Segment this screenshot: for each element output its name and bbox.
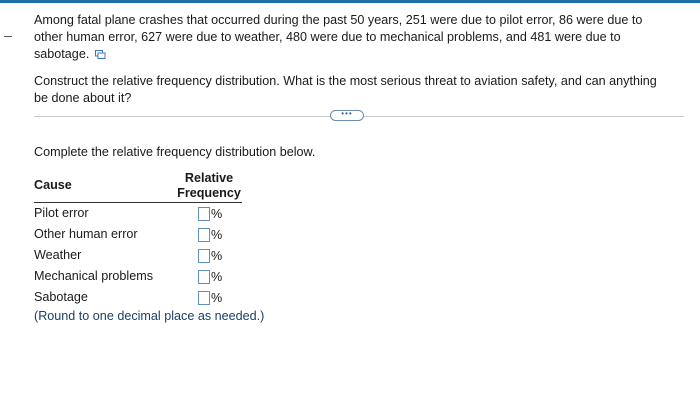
question-paragraph-1: [34, 12, 674, 63]
frequency-cell: [176, 245, 242, 266]
table-row: [34, 266, 242, 287]
cause-label: Weather: [34, 248, 82, 262]
rounding-note: (Round to one decimal place as needed.): [34, 309, 265, 323]
frequency-cell: [176, 224, 242, 245]
instruction-text: Complete the relative frequency distribution below.: [34, 145, 316, 159]
percent-sign: %: [211, 248, 223, 263]
cause-label: Mechanical problems: [34, 269, 153, 283]
percent-sign: %: [211, 206, 223, 221]
percent-sign: %: [211, 227, 223, 242]
table-row: [34, 224, 242, 245]
percent-sign: %: [211, 290, 223, 305]
percent-sign: %: [211, 269, 223, 284]
question-text: [34, 12, 674, 107]
copy-data-icon[interactable]: [95, 47, 106, 56]
top-accent-bar: [0, 0, 700, 3]
header-frequency-line2: Frequency: [177, 186, 241, 200]
answer-input-mechanical-problems[interactable]: [198, 270, 210, 284]
table-row: [34, 245, 242, 266]
header-frequency-line1: Relative: [184, 171, 234, 185]
table-header-row: [34, 171, 242, 203]
frequency-table: [34, 171, 242, 308]
question-paragraph-2: Construct the relative frequency distribution. What is the most serious threat to aviation safety, and can anything be done about it?: [34, 74, 657, 105]
question-body: Among fatal plane crashes that occurred during the past 50 years, 251 were due to pilot error, 86 were due to other human error, 627 were due to weather, 480 were due to mechanical problems, and 481 were due to sabotage.: [34, 13, 643, 61]
frequency-cell: [176, 203, 242, 225]
answer-input-sabotage[interactable]: [198, 291, 210, 305]
table-row: [34, 203, 242, 225]
answer-input-pilot-error[interactable]: [198, 207, 210, 221]
cause-label: Pilot error: [34, 206, 89, 220]
side-dash-marker: [4, 36, 12, 37]
answer-input-other-human-error[interactable]: [198, 228, 210, 242]
cause-label: Other human error: [34, 227, 138, 241]
header-relative-frequency: [176, 171, 242, 203]
cause-label: Sabotage: [34, 290, 88, 304]
answer-input-weather[interactable]: [198, 249, 210, 263]
header-cause: Cause: [34, 171, 176, 203]
frequency-cell: [176, 287, 242, 308]
expand-more-button[interactable]: •••: [330, 110, 364, 121]
frequency-cell: [176, 266, 242, 287]
table-row: [34, 287, 242, 308]
